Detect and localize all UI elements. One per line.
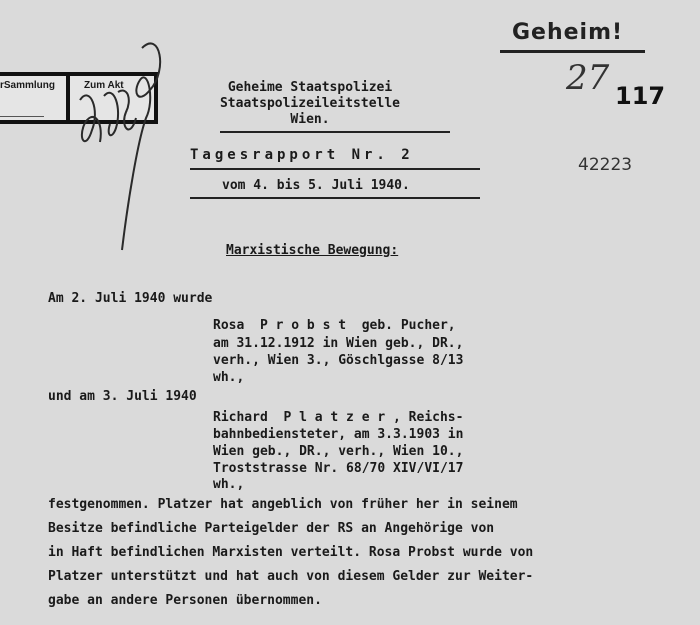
body-line: gabe an andere Personen übernommen. xyxy=(48,593,322,608)
period-rule xyxy=(190,197,480,199)
secret-stamp-underline xyxy=(500,50,645,53)
body-line: bahnbediensteter, am 3.3.1903 in xyxy=(213,427,464,442)
body-line: verh., Wien 3., Göschlgasse 8/13 xyxy=(213,353,464,368)
body-line: festgenommen. Platzer hat angeblich von früher her in seinem xyxy=(48,497,518,512)
header-line-3: Wien. xyxy=(290,112,330,127)
header-rule xyxy=(220,131,450,133)
report-title: Tagesrapport Nr. 2 xyxy=(190,147,414,163)
body-line: wh., xyxy=(213,477,245,492)
body-line: Richard P l a t z e r , Reichs- xyxy=(213,410,464,425)
body-line: Platzer unterstützt und hat auch von diesem Gelder zur Weiter- xyxy=(48,569,534,584)
body-line: am 31.12.1912 in Wien geb., DR., xyxy=(213,336,464,351)
title-rule xyxy=(190,168,480,170)
section-heading: Marxistische Bewegung: xyxy=(226,243,399,258)
stamp-left-label: rSammlung xyxy=(0,80,56,91)
handwritten-number: 27 xyxy=(566,58,610,98)
header-line-1: Geheime Staatspolizei xyxy=(227,80,393,95)
body-line: Am 2. Juli 1940 wurde xyxy=(48,291,213,306)
secret-stamp: Geheim! xyxy=(512,20,624,45)
body-line: in Haft befindlichen Marxisten verteilt. Rosa Probst wurde von xyxy=(48,545,534,560)
page-number: 117 xyxy=(615,82,666,110)
body-line: und am 3. Juli 1940 xyxy=(48,389,197,404)
header-line-2: Staatspolizeileitstelle xyxy=(219,96,400,111)
body-line: Wien geb., DR., verh., Wien 10., xyxy=(213,444,464,459)
body-line: Rosa P r o b s t geb. Pucher, xyxy=(213,318,456,333)
report-period: vom 4. bis 5. Juli 1940. xyxy=(222,178,410,193)
stamp-right-label: Zum Akt xyxy=(84,80,124,91)
file-number: 42223 xyxy=(578,155,633,175)
body-line: Troststrasse Nr. 68/70 XIV/VI/17 xyxy=(213,461,464,476)
body-line: Besitze befindliche Parteigelder der RS an Angehörige von xyxy=(48,521,495,536)
body-line: wh., xyxy=(213,370,245,385)
